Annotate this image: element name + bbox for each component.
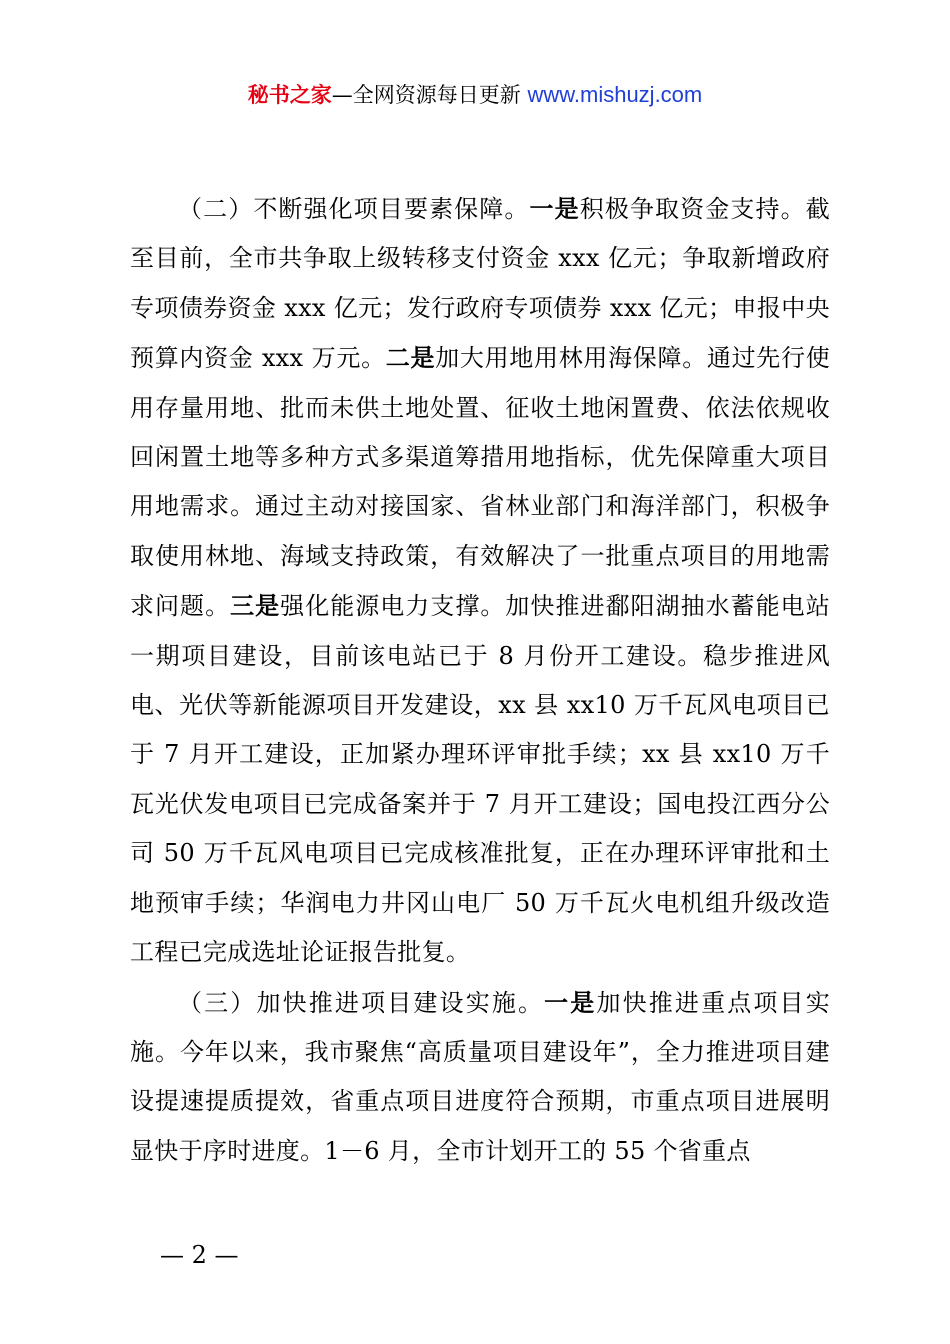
page-number: — 2 —: [160, 1241, 239, 1269]
emphasis-label: 一是: [529, 194, 580, 223]
paragraph-text: 加大用地用林用海保障。通过先行使用存量用地、批而未供土地处置、征收土地闲置费、依法依规收回闲置土地等多种方式多渠道筹措用地指标，优先保障重大项目用地需求。通过主动对接国家、省林业部门和海洋部门，积极争取使用林地、海域支持政策，有效解决了一批重点项目的用地需求问题。: [130, 344, 830, 621]
emphasis-label: 三是: [230, 591, 281, 621]
document-body: [130, 184, 830, 1176]
paragraph-3: [130, 978, 830, 1177]
paragraph-text: 强化能源电力支撑。加快推进鄱阳湖抽水蓄能电站一期项目建设，目前该电站已于 8 月份开工建设。稳步推进风电、光伏等新能源项目开发建设，xx 县 xx10 万千瓦风电项目已于 7 月开工建设，正加紧办理环评审批手续；xx 县 xx10 万千瓦光伏发电项目已完成备案并于 7 月开工建设；国电投江西分公司 50 万千瓦风电项目已完成核准批复，正在办理环评审批和土地预审手续；华润电力井冈山电厂 50 万千瓦火电机组升级改造工程已完成选址论证报告批复。: [130, 592, 830, 967]
brand-name: 秘书之家: [247, 83, 332, 107]
website-link[interactable]: www.mishuzj.com: [527, 82, 703, 107]
paragraph-text: 积极争取资金支持。截至目前，全市共争取上级转移支付资金 xxx 亿元；争取新增政府专项债券资金 xxx 亿元；发行政府专项债券 xxx 亿元；申报中央预算内资金 xxx 万元。: [130, 195, 831, 373]
paragraph-text: （三）加快推进项目建设实施。: [178, 988, 545, 1017]
paragraph-2: [130, 184, 830, 978]
emphasis-label: 一是: [544, 987, 597, 1017]
paragraph-text: 加快推进重点项目实施。今年以来，我市聚焦“高质量项目建设年”，全力推进项目建设提速提质提效，省重点项目进度符合预期，市重点项目进展明显快于序时进度。1－6 月，全市计划开工的 55 个省重点: [130, 988, 830, 1165]
emphasis-label: 二是: [385, 343, 436, 373]
paragraph-text: （二）不断强化项目要素保障。: [178, 195, 530, 223]
page-header: [0, 78, 950, 112]
header-slogan: —全网资源每日更新: [331, 83, 521, 107]
